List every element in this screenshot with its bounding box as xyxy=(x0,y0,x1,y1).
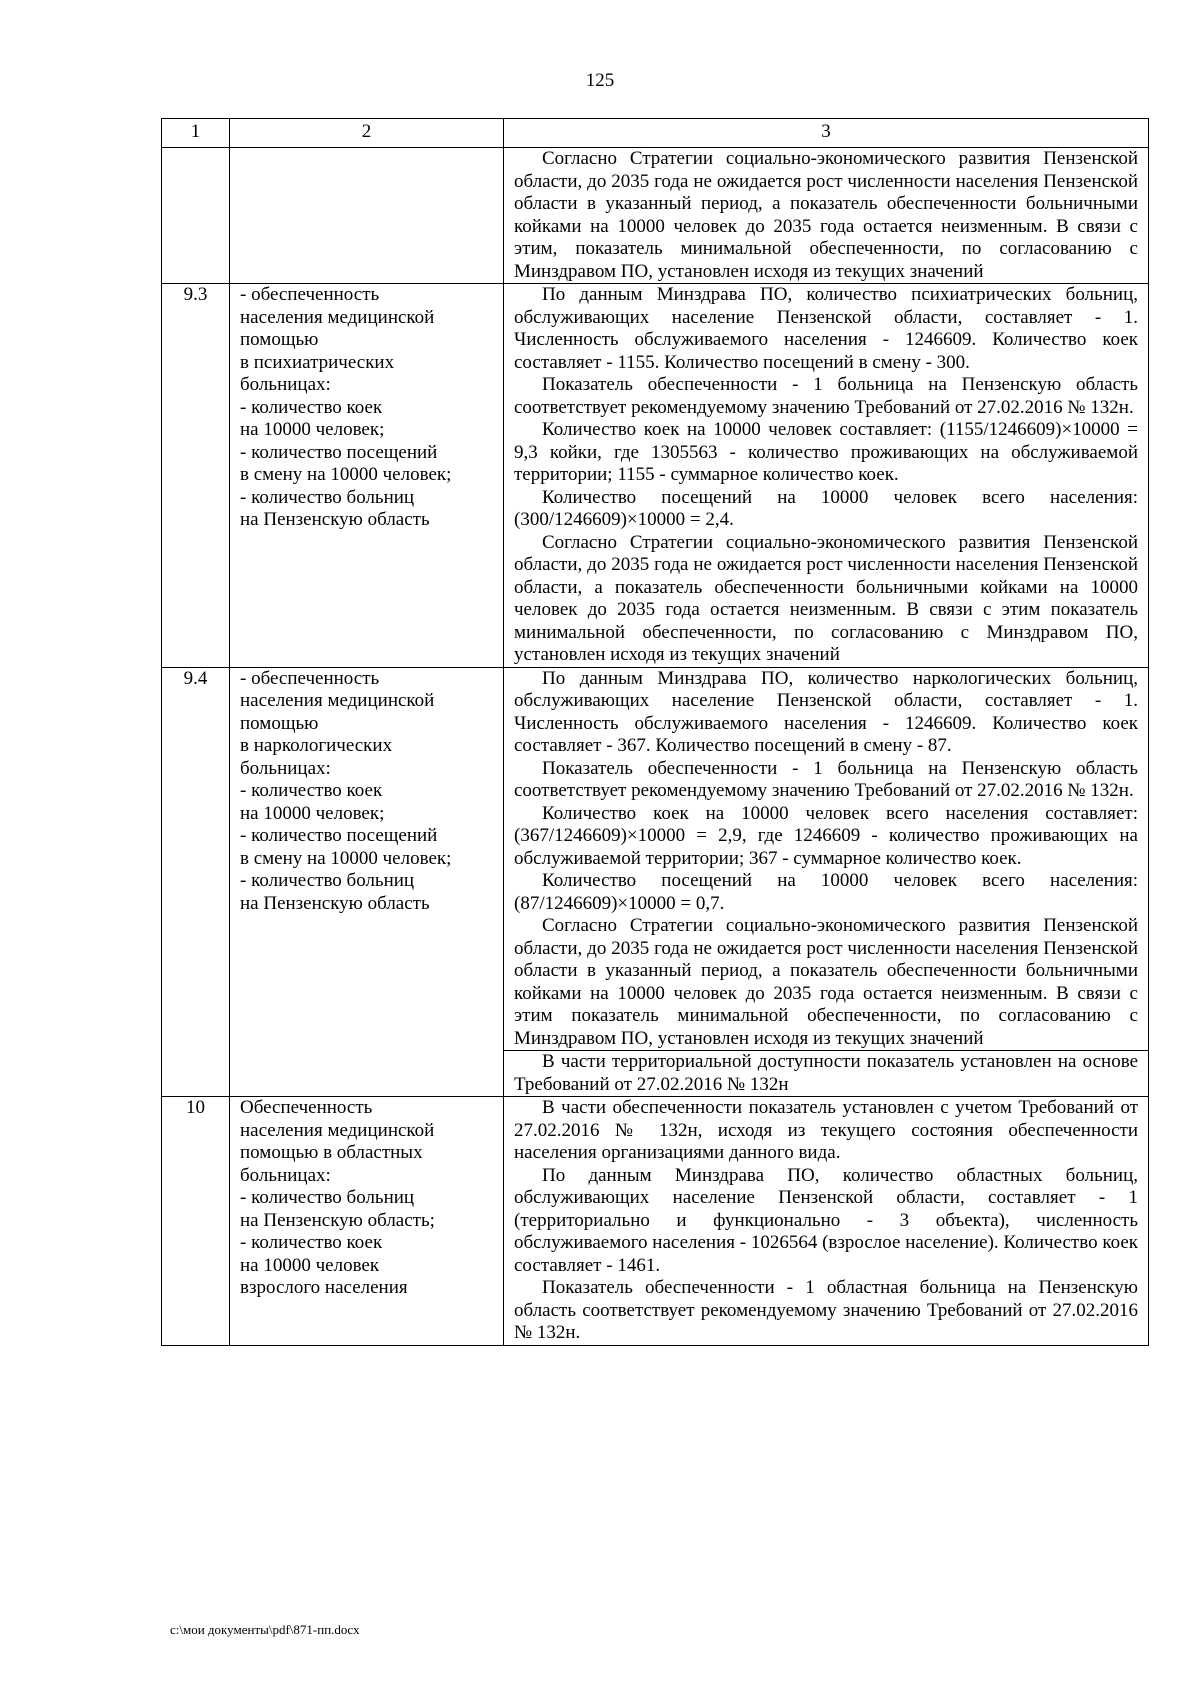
table-row xyxy=(162,1097,1149,1346)
justification-paragraph: В части обеспеченности показатель установлен с учетом Требований от 27.02.2016 № 132н, исходя из текущего состояния обеспеченности населения организациями данного вида. xyxy=(514,1097,1138,1163)
indicator-description-cell xyxy=(230,148,504,284)
row-number-cell: 9.3 xyxy=(162,284,230,668)
justification-paragraph: Согласно Стратегии социально-экономического развития Пензенской области, до 2035 года не ожидается рост численности населения Пензенской области в указанный период, а показатель обеспеченности больничными койками на 10000 человек до 2035 года остается неизменным. В связи с этим, показатель минимальной обеспеченности, по согласованию с Минздравом ПО, установлен исходя из текущих значений xyxy=(514,148,1138,282)
row-number-cell: 9.4 xyxy=(162,667,230,1097)
row-number-cell xyxy=(162,148,230,284)
justification-paragraph: По данным Минздрава ПО, количество областных больниц, обслуживающих население Пензенской области, составляет - 1 (территориально и функционально - 3 объекта), численность обслуживаемого населения - 1026564 (взрослое население). Количество коек составляет - 1461. xyxy=(514,1164,1138,1276)
justification-paragraph: Показатель обеспеченности - 1 областная больница на Пензенскую область соответствует рекомендуемому значению Требований от 27.02.2016 № 132н. xyxy=(514,1277,1138,1343)
justification-cell xyxy=(504,284,1149,668)
indicator-description-cell: Обеспеченность населения медицинской помощью в областных больницах: - количество больниц на Пензенскую область; - количество коек на 10000 человек взрослого населения xyxy=(230,1097,504,1346)
justification-paragraph: Количество коек на 10000 человек всего населения составляет: (367/1246609)×10000 = 2,9, где 1246609 - количество проживающих на обслуживаемой территории; 367 - суммарное количество коек. xyxy=(514,802,1138,869)
justification-paragraph: Количество коек на 10000 человек составляет: (1155/1246609)×10000 = 9,3 койки, где 1305563 - количество проживающих на обслуживаемой территории; 1155 - суммарное количество коек. xyxy=(514,419,1138,485)
row-number-cell: 10 xyxy=(162,1097,230,1346)
header-cell-3: 3 xyxy=(504,119,1149,148)
table-row xyxy=(162,284,1149,668)
header-cell-2: 2 xyxy=(230,119,504,148)
indicator-description-cell: - обеспеченность населения медицинской помощью в наркологических больницах: - количество коек на 10000 человек; - количество посещений в смену на 10000 человек; - количество больниц на Пензенскую область xyxy=(230,667,504,1097)
file-path-footer: c:\мои документы\pdf\871-пп.docx xyxy=(170,1622,360,1637)
justification-cell xyxy=(504,148,1149,284)
justification-paragraph: Количество посещений на 10000 человек всего населения: (87/1246609)×10000 = 0,7. xyxy=(514,870,1138,914)
justification-paragraph: По данным Минздрава ПО, количество психиатрических больниц, обслуживающих население Пензенской области, составляет - 1. Численность обслуживаемого населения - 1246609. Количество коек составляет - 1155. Количество посещений в смену - 300. xyxy=(514,284,1138,373)
justification-paragraph: Показатель обеспеченности - 1 больница на Пензенскую область соответствует рекомендуемому значению Требований от 27.02.2016 № 132н. xyxy=(514,374,1138,418)
justification-paragraph: В части территориальной доступности показатель установлен на основе Требований от 27.02.2016 № 132н xyxy=(514,1051,1138,1095)
indicator-description-cell: - обеспеченность населения медицинской помощью в психиатрических больницах: - количество коек на 10000 человек; - количество посещений в смену на 10000 человек; - количество больниц на Пензенскую область xyxy=(230,284,504,668)
table-header-row xyxy=(162,119,1149,148)
justification-paragraph: Количество посещений на 10000 человек всего населения: (300/1246609)×10000 = 2,4. xyxy=(514,486,1138,530)
justification-paragraph: Показатель обеспеченности - 1 больница на Пензенскую область соответствует рекомендуемому значению Требований от 27.02.2016 № 132н. xyxy=(514,757,1138,801)
document-table xyxy=(161,118,1149,1346)
page-number: 125 xyxy=(585,70,615,91)
justification-cell xyxy=(504,667,1149,1051)
table-row xyxy=(162,148,1149,284)
justification-paragraph: Согласно Стратегии социально-экономического развития Пензенской области, до 2035 года не ожидается рост численности населения Пензенской области, а показатель обеспеченности больничными койками на 10000 человек до 2035 года остается неизменным. В связи с этим показатель минимальной обеспеченности, по согласованию с Минздравом ПО, установлен исходя из текущих значений xyxy=(514,531,1138,665)
table-row xyxy=(162,667,1149,1051)
justification-paragraph: Согласно Стратегии социально-экономического развития Пензенской области, до 2035 года не ожидается рост численности населения Пензенской области в указанный период, а показатель обеспеченности больничными койками на 10000 человек до 2035 года остается неизменным. В связи с этим показатель минимальной обеспеченности, по согласованию с Минздравом ПО, установлен исходя из текущих значений xyxy=(514,915,1138,1049)
header-cell-1: 1 xyxy=(162,119,230,148)
justification-paragraph: По данным Минздрава ПО, количество наркологических больниц, обслуживающих население Пензенской области, составляет - 1. Численность обслуживаемого населения - 1246609. Количество коек составляет - 367. Количество посещений в смену - 87. xyxy=(514,667,1138,756)
justification-cell xyxy=(504,1097,1149,1346)
justification-cell xyxy=(504,1051,1149,1097)
